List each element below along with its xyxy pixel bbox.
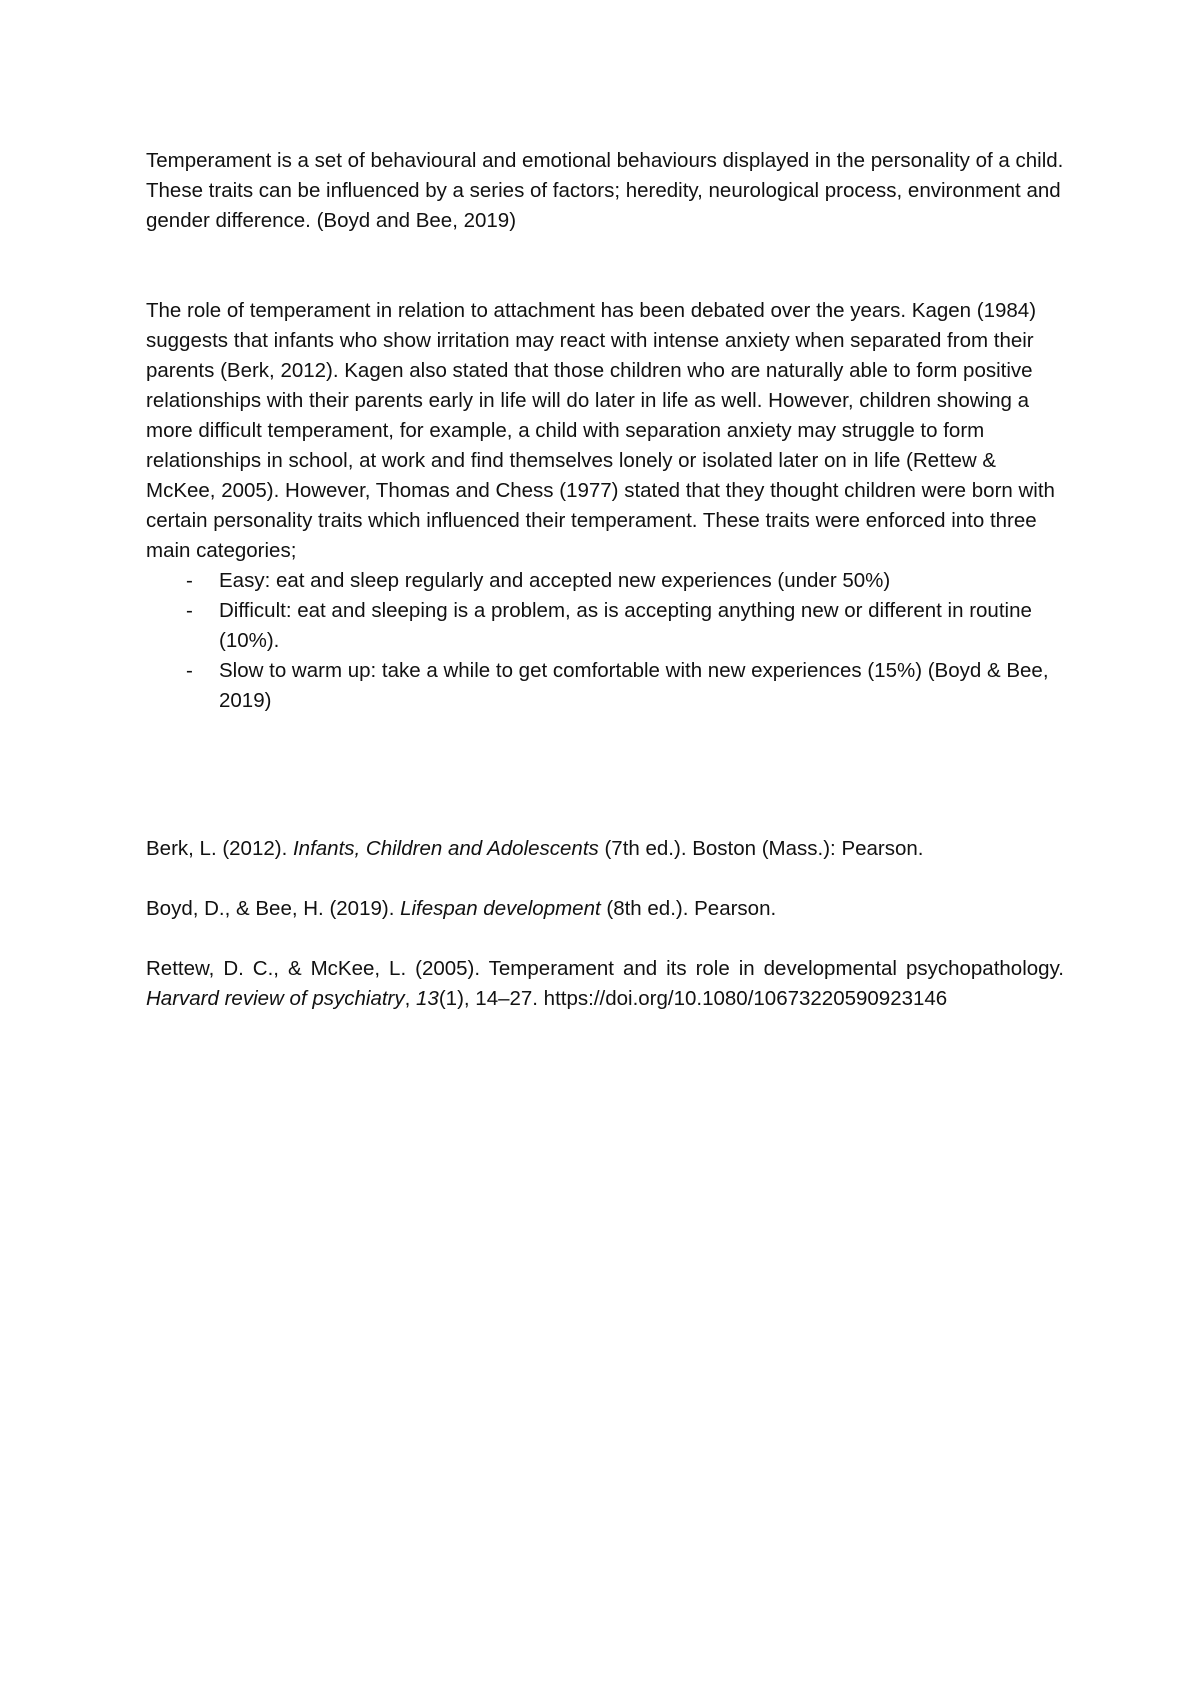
reference-journal: Harvard review of psychiatry bbox=[146, 987, 405, 1010]
list-item-text: Easy: eat and sleep regularly and accepted new experiences (under 50%) bbox=[219, 569, 891, 592]
reference-authors: Berk, L. (2012). bbox=[146, 837, 293, 860]
document-page bbox=[146, 146, 1064, 1044]
list-item bbox=[146, 656, 1064, 716]
reference-berk bbox=[146, 834, 1064, 864]
temperament-categories-list bbox=[146, 566, 1064, 716]
reference-details: (8th ed.). Pearson. bbox=[600, 897, 777, 920]
reference-title: Lifespan development bbox=[400, 897, 601, 920]
reference-title: Infants, Children and Adolescents bbox=[292, 837, 599, 860]
reference-details: (7th ed.). Boston (Mass.): Pearson. bbox=[598, 837, 924, 860]
reference-list bbox=[146, 834, 1064, 1014]
intro-paragraph: Temperament is a set of behavioural and emotional behaviours displayed in the personality of a child. These traits can be influenced by a series of factors; heredity, neurological process, environment and gender difference. (Boyd and Bee, 2019) bbox=[146, 149, 1064, 232]
reference-boyd bbox=[146, 894, 1064, 924]
bullet-dash: - bbox=[186, 659, 193, 682]
bullet-dash: - bbox=[186, 599, 193, 622]
reference-volume: 13 bbox=[416, 987, 439, 1010]
list-item-text: Slow to warm up: take a while to get comfortable with new experiences (15%) (Boyd & Bee, 2019) bbox=[219, 659, 1049, 712]
list-item bbox=[146, 596, 1064, 656]
reference-rettew bbox=[146, 954, 1064, 1014]
list-item bbox=[146, 566, 1064, 596]
list-item-text: Difficult: eat and sleeping is a problem, as is accepting anything new or different in routine (10%). bbox=[219, 599, 1032, 652]
bullet-dash: - bbox=[186, 569, 193, 592]
reference-authors: Boyd, D., & Bee, H. (2019). bbox=[146, 897, 401, 920]
reference-details: (1), 14–27. https://doi.org/10.1080/10673220590923146 bbox=[438, 987, 948, 1010]
reference-authors: Rettew, D. C., & McKee, L. (2005). Temperament and its role in developmental psychopathology. bbox=[146, 957, 1064, 980]
reference-separator: , bbox=[404, 987, 417, 1010]
attachment-paragraph: The role of temperament in relation to attachment has been debated over the years. Kagen (1984) suggests that infants who show irritation may react with intense anxiety when separated from their parents (Berk, 2012). Kagen also stated that those children who are naturally able to form positive relationships with their parents early in life will do later in life as well. However, children showing a more difficult temperament, for example, a child with separation anxiety may struggle to form relationships in school, at work and find themselves lonely or isolated later on in life (Rettew & McKee, 2005). However, Thomas and Chess (1977) stated that they thought children were born with certain personality traits which influenced their temperament. These traits were enforced into three main categories; bbox=[146, 299, 1055, 562]
